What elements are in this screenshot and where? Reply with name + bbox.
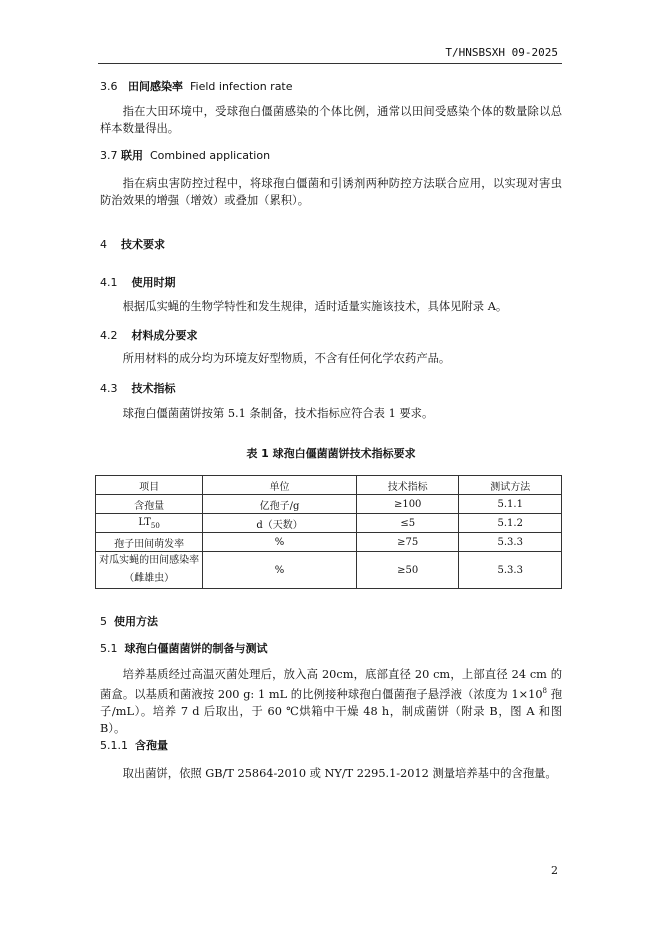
table-cell: 亿孢子/g xyxy=(203,495,357,514)
table-cell: ≥100 xyxy=(356,495,459,514)
page-number: 2 xyxy=(551,864,558,877)
document-code-header: T/HNSBSXH 09-2025 xyxy=(445,46,558,59)
table-cell: ≤5 xyxy=(356,514,459,533)
section-3-7-heading xyxy=(100,147,270,163)
section-title-en: Field infection rate xyxy=(190,80,293,93)
section-title: 使用方法 xyxy=(114,615,158,628)
table-caption: 表 1 球孢白僵菌菌饼技术指标要求 xyxy=(246,447,416,460)
section-4-3-body: 球孢白僵菌菌饼按第 5.1 条制备，技术指标应符合表 1 要求。 xyxy=(122,407,434,420)
section-4-2-heading xyxy=(100,327,198,343)
section-4-heading xyxy=(100,236,165,252)
section-title: 球孢白僵菌菌饼的制备与测试 xyxy=(124,642,268,655)
section-4-2-body: 所用材料的成分均为环境友好型物质，不含有任何化学农药产品。 xyxy=(122,352,451,365)
table-cell: % xyxy=(203,552,357,589)
lt-subscript: 50 xyxy=(150,521,160,530)
header-divider xyxy=(98,63,562,64)
table-row xyxy=(96,552,562,589)
section-5-heading xyxy=(100,613,158,629)
section-4-3-heading xyxy=(100,380,176,396)
table-cell: 5.3.3 xyxy=(459,552,562,589)
body-text: 孢子/mL）。培养 7 d 后取出，于 60 ℃烘箱中干燥 48 h，制成菌饼（附录 B，图 A 和图 B）。 xyxy=(100,687,563,735)
section-number: 4.3 xyxy=(100,382,118,395)
table-cell: 孢子田间萌发率 xyxy=(96,533,203,552)
table-cell: 5.1.2 xyxy=(459,514,562,533)
table-header-cell: 项目 xyxy=(96,476,203,495)
table-cell-line: 对瓜实蝇的田间感染率 xyxy=(99,555,200,566)
table-cell xyxy=(96,552,203,589)
table-header-cell: 单位 xyxy=(203,476,357,495)
section-title: 技术指标 xyxy=(131,382,176,395)
section-title-en: Combined application xyxy=(150,149,271,162)
table-row xyxy=(96,514,562,533)
section-title: 含孢量 xyxy=(135,739,168,752)
section-number: 3.7 xyxy=(100,149,118,162)
section-3-6-body: 指在大田环境中，受球孢白僵菌感染的个体比例，通常以田间受感染个体的数量除以总样本数量得出。 xyxy=(100,105,562,135)
section-title: 使用时期 xyxy=(131,276,176,289)
section-5-1-heading xyxy=(100,640,268,656)
section-title: 田间感染率 xyxy=(128,80,183,93)
table-cell: 5.1.1 xyxy=(459,495,562,514)
section-number: 5.1.1 xyxy=(100,739,128,752)
table-cell: ≥75 xyxy=(356,533,459,552)
section-3-7-body: 指在病虫害防控过程中，将球孢白僵菌和引诱剂两种防控方法联合应用，以实现对害虫防治效果的增强（增效）或叠加（累积）。 xyxy=(100,177,562,207)
table-cell: 含孢量 xyxy=(96,495,203,514)
lt-label: LT xyxy=(138,516,151,528)
section-3-6-heading xyxy=(100,78,293,94)
section-number: 4.2 xyxy=(100,329,118,342)
section-5-1-body xyxy=(100,666,562,737)
table-cell: % xyxy=(203,533,357,552)
table-cell: 5.3.3 xyxy=(459,533,562,552)
table-row xyxy=(96,533,562,552)
section-number: 4.1 xyxy=(100,276,118,289)
section-number: 4 xyxy=(100,238,107,251)
section-4-1-heading xyxy=(100,274,176,290)
section-number: 5.1 xyxy=(100,642,118,655)
body-text: 培养基质经过高温灭菌处理后，放入高 20cm，底部直径 20 cm，上部直径 24 cm 的菌盒。以基质和菌液按 200 g: 1 mL 的比例接种球孢白僵菌孢子悬浮液（浓度为 1×10 xyxy=(100,668,562,701)
table-row xyxy=(96,495,562,514)
section-title: 技术要求 xyxy=(121,238,165,251)
exponent: 8 xyxy=(542,687,547,695)
table-header-row xyxy=(96,476,562,495)
section-title: 联用 xyxy=(121,149,143,162)
table-header-cell: 技术指标 xyxy=(356,476,459,495)
section-number: 3.6 xyxy=(100,80,118,93)
table-cell-line: （雌雄虫） xyxy=(124,573,175,584)
table-cell xyxy=(96,514,203,533)
section-5-1-1-body: 取出菌饼，依照 GB/T 25864-2010 或 NY/T 2295.1-2012 测量培养基中的含孢量。 xyxy=(122,767,557,780)
table-cell: d（天数） xyxy=(203,514,357,533)
spec-table xyxy=(95,475,562,589)
section-5-1-1-heading xyxy=(100,737,168,753)
section-title: 材料成分要求 xyxy=(131,329,198,342)
table-cell: ≥50 xyxy=(356,552,459,589)
section-number: 5 xyxy=(100,615,107,628)
section-4-1-body: 根据瓜实蝇的生物学特性和发生规律，适时适量实施该技术，具体见附录 A。 xyxy=(122,300,508,313)
table-header-cell: 测试方法 xyxy=(459,476,562,495)
